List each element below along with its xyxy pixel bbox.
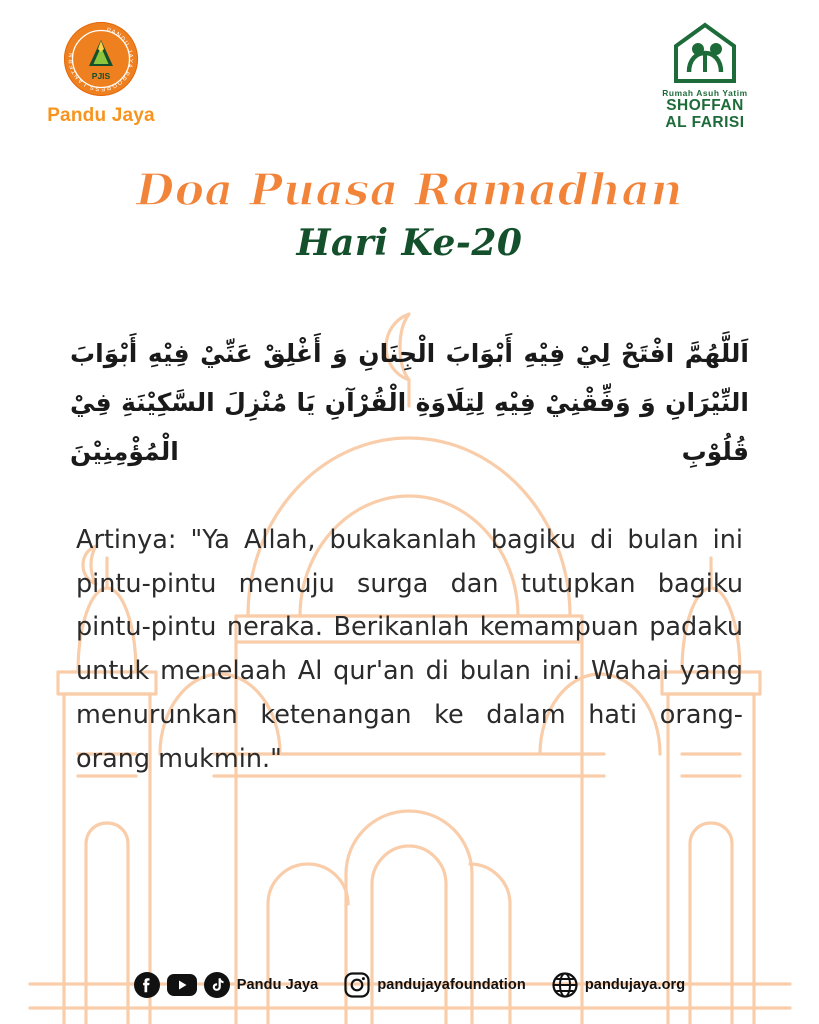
ry-label-line1: Rumah Asuh Yatim [662, 88, 748, 98]
pandu-jaya-logo-mark [64, 22, 138, 96]
footer-instagram-handle: pandujayafoundation [377, 977, 526, 993]
footer-social-group [134, 972, 319, 998]
translation-text: Artinya: "Ya Allah, bukakanlah bagiku di bulan ini pintu-pintu menuju surga dan tutupkan bagiku pintu-pintu neraka. Berikanlah kemampuan padaku untuk menelaah Al qur'an di bulan ini. Wahai yang menurunkan ketenangan ke dalam hati orang-orang mukmin." [76, 524, 743, 775]
poster-footer [0, 972, 819, 998]
youtube-icon[interactable] [167, 972, 197, 998]
pandu-jaya-brand-name: Pandu Jaya [47, 105, 155, 126]
poster-header [0, 0, 819, 131]
svg-text:PANDU JAYA PROGRESS LANTERN: PANDU JAYA PROGRESS LANTERN [67, 26, 135, 93]
facebook-icon[interactable] [134, 972, 160, 998]
instagram-icon[interactable] [344, 972, 370, 998]
title-block [0, 165, 819, 264]
tiktok-icon[interactable] [204, 972, 230, 998]
footer-social-handle: Pandu Jaya [236, 977, 319, 993]
page-subtitle: Hari Ke-20 [296, 222, 523, 265]
footer-website-url: pandujaya.org [584, 977, 686, 993]
brand-pandu-jaya [26, 22, 176, 127]
globe-icon[interactable] [552, 972, 578, 998]
page-title: Doa Puasa Ramadhan [136, 165, 683, 217]
rumah-asuh-yatim-house-logo [672, 22, 738, 84]
pandu-jaya-circular-logo [64, 22, 138, 96]
ry-label-line3: AL FARISI [665, 113, 745, 131]
arabic-dua-text: اَللَّهُمَّ افْتَحْ لِيْ فِيْهِ أَبْوَابَ الْجِنَانِ وَ أَغْلِقْ عَنِّيْ فِيْهِ أَبْوَابَ النِّيْرَانِ وَ وَفِّقْنِيْ فِيْهِ لِتِلَاوَةِ الْقُرْآنِ يَا مُنْزِلَ السَّكِيْنَةِ فِيْ قُلُوْبِ الْمُؤْمِنِيْنَ [70, 339, 749, 466]
footer-website-group [552, 972, 685, 998]
brand-rumah-asuh-yatim [625, 22, 785, 131]
svg-text:PJIS: PJIS [91, 71, 111, 81]
ry-label-line2: SHOFFAN [666, 97, 744, 114]
footer-instagram-group [344, 972, 526, 998]
